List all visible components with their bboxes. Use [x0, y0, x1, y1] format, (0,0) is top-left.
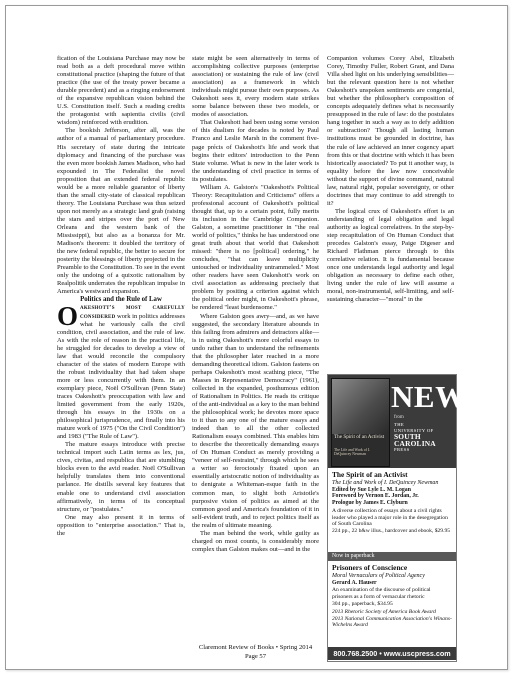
ad-award: 2013 Rhetoric Society of America Book Award [332, 608, 436, 615]
paragraph: The mature essays introduce with precise technical import such Latin terms as lex, jus, cives, civitas, and respublica that are stumbling blocks even to the avid reader. Noël O'Sullivan helpfully translates them into conventional parlance. He distills several key features that enable one to understand civil association affirmatively, in terms of its conceptual structure, or "postulates." [57, 441, 185, 513]
paragraph: The logical crux of Oakeshott's effort is an understanding of legal obligation and legal authority as logical correlatives. In the step-by-step recapitulation of On Human Conduct that precedes Galston's essay, Paige Digeser and Richard Flathman pierce through to this correlative relation. It is fundamental because once one understands legal authority and legal obligation as necessary to define each other, living under the rule of law will assume a moral, non-instrumental, self-limiting, and self-sustaining character—"moral" in the [327, 207, 454, 304]
paragraph: The bookish Jefferson, after all, was the author of a manual of parliamentary procedure. His secretary of state during the intricate diplomacy and financing of the purchase was the even more bookish James Madison, who had expounded in The Federalist the novel proposition that an extended federal republic would be a more reliable guarantor of liberty than the small city-state of classical republican theory. The Louisiana Purchase was thus seized upon not merely as a strategic land grab (raising the stars and stripes over the port of New Orleans and the western bank of the Mississippi), but also as a bonanza for Mr. Madison's theorem: it doubled the territory of the new federal republic, the better to secure for posterity the blessings of liberty projected in the Preamble to the Constitution. To see in the event only the undoing of a quixotic rationalism by Realpolitik underrates the republican impulse in America's westward expansion. [57, 127, 185, 296]
book-cover [331, 378, 390, 467]
press-logo-press: PRESS [394, 446, 410, 452]
lead-in: akeshott's most carefully considered [80, 304, 185, 320]
paragraph: One may also present it in terms of opposition to "enterprise association." That is, the [57, 513, 185, 537]
paragraph: William A. Galston's "Oakeshott's Political Theory: Recapitulation and Criticisms" offers a professional account of Oakeshott's political thought that, up to a certain point, fully merits its inclusion in the Cambridge Companion. Galston, a sometime practitioner in "the real world of politics," thinks he has understood one great truth about that world that Oakeshott missed: "there is no [political] ordering," he concludes, "that can leave multiplicity untouched or individuality untrammeled." Most other readers have seen Oakeshott's work on civil association as addressing precisely that problem by positing a criterion against which the political order might, in Oakeshott's phrase, be rendered "least burdensome." [192, 183, 319, 312]
cover-photo [332, 379, 389, 434]
footer-journal: Claremont Review of Books • Spring 2014 [198, 644, 313, 651]
new-label: NEW [391, 379, 467, 414]
paragraph: Companion volumes Corey Abel, Elizabeth Corey, Timothy Fuller, Robert Grant, and Dana Villa shed light on his underlying sensibilities—but the relevant question here is not whether Oakeshott's unspoken sentiments are congenial, but whether the philosopher's composition of concepts adequately defines what is necessarily presupposed in the rule of law: do the postulates hang together in such a way as to defy addition or subtraction? Though all lasting human institutions must be grounded in doctrine, has the rule of law achieved an inner cogency apart from this or that doctrine with which it has been historically associated? To put it another way, is equality before the law now conceivable without the support of divine command, natural law, natural right, popular sovereignty, or other doctrines that may continue to add strength to it? [327, 55, 454, 207]
press-logo-university: UNIVERSITY OF [394, 428, 434, 434]
section-heading: Politics and the Rule of Law [80, 296, 162, 304]
ad-editor: Edited by Sue Lyle L. M. Logan [332, 486, 411, 493]
paragraph-text: work in politics addresses what he variously calls the civil condition, civil association, and the rule of law. As with the role of reason in the practical life, he struggled for decades to develop a view of law that would reconcile the compulsory character of the states of modern Europe with the robust individuality that had taken shape more or less concurrently with them. In an exemplary piece, Noël O'Sullivan (Penn State) traces Oakeshott's preoccupation with law and limited government from the early 1920s, through his essays in the 1930s on a philosophical jurisprudence, and finally into his mature work of 1975 ("On the Civil Condition") and 1983 ("The Rule of Law"). [57, 312, 185, 441]
ad-book-subtitle: The Life and Work of I. DeQuincey Newman [332, 479, 439, 486]
paragraph: state might be seen alternatively in terms of accomplishing collective purposes (enterprise association) or sustaining the rule of law (civil association) as a framework in which individuals might pursue their own purposes. As Oakeshott sees it, every modern state strikes some balance between these two models, or modes of association. [192, 55, 319, 119]
paperback-bar: Now in paperback [328, 552, 456, 561]
column-1 [57, 55, 185, 538]
paragraph: Where Galston goes awry—and, as we have suggested, the secondary literature abounds in this failing from admirers and detractors alike—is in using Oakeshott's more colorful essays to undo rather than to understand the refinements that the philosopher later reached in a more demanding theoretical idiom. Galston fastens on perhaps Oakeshott's most scathing piece, "The Masses in Representative Democracy" (1961), collected in the expanded, posthumous edition of Rationalism in Politics. He reads its critique of the anti-individual as a key to the man behind the philosophical work; he devotes more space to it than to any one of the mature essays and indeed than to all the other collected Rationalism essays combined. This enables him to describe the theoretically demanding essays of On Human Conduct as merely providing a "veneer of self-restraint," through which he sees a writer so ferociously fixated upon an essentially aristocratic notion of individuality as to denigrate a Whiteman-esque faith in the common man, to slight both Aristotle's purposive vision of politics as aimed at the common good and America's foundation of it in self-evident truth, and to reject politics itself as the realm of ultimate meaning. [192, 312, 319, 529]
press-logo [394, 422, 454, 453]
contact-bar[interactable]: 800.768.2500 • www.uscpress.com [328, 647, 456, 660]
from-label: from [394, 415, 404, 420]
ad-book2-description: An examination of the discourse of political prisoners as a form of vernacular rhetoric [332, 587, 431, 600]
ad-specs: 224 pp., 22 b&w illus., hardcover and ebook, $29.95 [332, 528, 451, 535]
paragraph: The man behind the work, while guilty as charged on most counts, is considerably more complex than Galston makes out—and in the [192, 529, 319, 553]
ad-book-1 [332, 471, 452, 535]
ad-award: 2013 National Communication Association's Winans-Wichelns Award [332, 616, 452, 629]
ad-banner [328, 375, 467, 468]
drop-cap: O [57, 301, 79, 332]
cover-title: The Spirit of an Activist [334, 434, 385, 440]
column-2 [192, 55, 319, 554]
ad-book-2 [332, 564, 452, 629]
cover-subtitle: The Life and Work of I. DeQuincey Newman [334, 448, 371, 457]
paragraph: That Oakeshott had been using some version of this dualism for decades is noted by Paul Franco and Leslie Marsh in the comment five-page précis of Oakeshott's life and work that begins their editors' introduction to the Penn State volume. What is new in the later work is the understanding of civil practice in terms of its postulates. [192, 119, 319, 183]
ad-book2-author: Gerard A. Hauser [332, 579, 377, 586]
usc-press-advertisement[interactable] [327, 374, 467, 662]
footer-page-number: Page 57 [244, 653, 267, 660]
ad-book2-specs: 304 pp., paperback, $34.95 [332, 601, 393, 608]
press-logo-the: THE [394, 422, 405, 427]
paragraph: fication of the Louisiana Purchase may now be read both as a deft procedural move within constitutional practice (shaping the future of that practice (the use of the treaty power became a durable precedent) and as a ringing endorsement of the expansive republican vision behind the U.S. Constitution itself. Such a reading credits the protagonist with sapientia civilis (civil wisdom) reinforced with erudition. [57, 55, 185, 127]
ad-foreword: Foreword by Vernon E. Jordan, Jr. [332, 493, 419, 500]
ad-book2-title: Prisoners of Conscience [332, 563, 408, 572]
paragraph [57, 301, 185, 441]
ad-description: A diverse collection of essays about a civil rights leader who played a major role in the desegregation of South Carolina [332, 508, 448, 528]
press-logo-name: SOUTH CAROLINA [394, 432, 436, 448]
ad-book2-subtitle: Moral Vernaculars of Political Agency [332, 572, 425, 579]
ad-prologue: Prologue by James E. Clyburn [332, 500, 408, 507]
column-3 [327, 55, 454, 304]
ad-book-title: The Spirit of an Activist [332, 470, 408, 479]
